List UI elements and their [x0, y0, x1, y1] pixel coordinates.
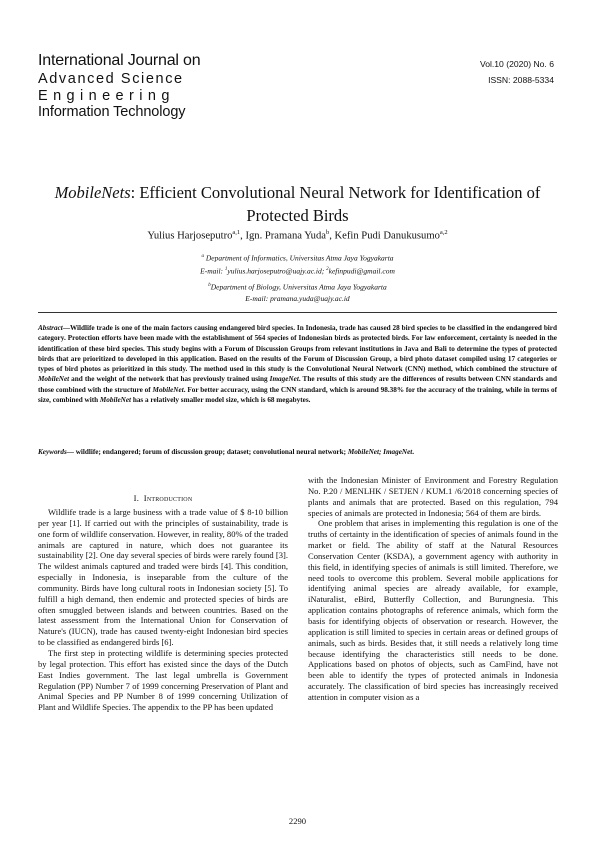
email-address: yulius.harjoseputro@uajy.ac.id;: [227, 266, 327, 276]
journal-logo: [38, 53, 200, 120]
body-column-right: [308, 475, 558, 703]
affiliation-b-name: Department of Biology, Universitas Atma Jaya Yogyakarta: [210, 282, 387, 292]
keywords-label: Keywords: [38, 448, 67, 456]
section-heading: [38, 493, 288, 503]
paper-title-italic: MobileNets: [54, 183, 131, 202]
affiliation-a-dept: [30, 251, 565, 264]
abstract: [38, 323, 557, 405]
affiliation-a-name: Department of Informatics, Universitas Atma Jaya Yogyakarta: [203, 253, 394, 263]
journal-name-line-1: International Journal on: [38, 52, 201, 69]
keywords-terms: MobileNet; ImageNet: [347, 448, 413, 456]
journal-name-line-4: Information Technology: [38, 104, 186, 120]
abstract-dash: —: [62, 324, 70, 332]
abstract-text: has a relatively smaller model size, which is 68 megabytes.: [131, 396, 311, 405]
section-title: Introduction: [143, 493, 193, 503]
affiliation-a: [30, 251, 565, 277]
affiliation-b-email: E-mail: pramana.yuda@uajy.ac.id: [245, 294, 350, 303]
abstract-label: Abstract: [38, 324, 63, 332]
author-affiliation-mark: a,1: [232, 229, 241, 236]
author-affiliation-mark: b: [325, 229, 330, 236]
journal-issn: ISSN: 2088-5334: [488, 75, 554, 85]
abstract-text: Wildlife trade is one of the main factors causing endangered bird species. In Indonesia, trade has caused 28 bird species to be classified in the endangered bird category. Protection efforts have been made with the establishment of 564 species of Indonesian birds as protected birds. For law enforcement, certainty is needed in the identification of these bird species. This study begins with a Forum of Discussion Groups from relevant institutions in Java and Bali to determine the types of protected birds that are prioritized to developed in this application. Based on the results of the Forum of Discussion Group, a bird photo dataset compiled using 17 categories or types of bird photos as prioritized in this study. The method used in this study is the Convolutional Neural Network (CNN) method, which combined the structure of: [38, 324, 557, 374]
affiliation-mark: a: [201, 254, 204, 259]
journal-volume: Vol.10 (2020) No. 6: [479, 59, 554, 69]
email-label: E-mail:: [200, 266, 225, 276]
author-name: Yulius Harjoseputro: [147, 230, 233, 242]
email-address: kefinpudi@gmail.com: [328, 266, 395, 276]
journal-meta: [480, 56, 554, 88]
journal-name-line-3: Engineering: [38, 87, 175, 104]
abstract-term: ImageNet: [269, 375, 299, 384]
affiliation-b-dept: [30, 280, 565, 293]
keywords-text: wildlife; endangered; forum of discussion group; dataset; convolutional neural network;: [75, 448, 348, 456]
abstract-text: . For better accuracy, using the CNN standard, which is around 98.38% for the accuracy of the training, while in terms of size, combined with: [38, 385, 557, 405]
keywords-dash: —: [66, 448, 76, 456]
email-mark: 1: [224, 267, 228, 272]
page-number: 2290: [288, 816, 307, 826]
author-separator: ,: [240, 230, 246, 242]
abstract-term: MobileNet: [38, 375, 70, 384]
paper-title-rest: : Efficient Convolutional Neural Network for Identification of Protected Birds: [130, 183, 541, 225]
abstract-term: MobileNet: [152, 385, 184, 394]
author-affiliation-mark: a,2: [439, 229, 448, 236]
affiliation-a-email: [30, 264, 565, 277]
body-paragraph: Wildlife trade is a large business with a trade value of $ 8-10 billion per year [1]. If carried out with the principles of sustainability, trade is one form of wildlife conservation. However, in reality, 80% of the traded animals are captured in nature, which does not guarantee its sustainability [2]. One day several species of birds were rarely found [3]. The wildest animals captured and traded were birds [4]. This condition, especially in Indonesia, is inseparable from the culture of the community. Birds have long cultural roots in Indonesian society [5]. To fulfill a high demand, then endemic and protected species of birds are often smuggled between islands and between countries. Based on the latest assessment from the International Union for Conservation of Nature's (IUCN), trade has caused twenty-eight Indonesian bird species to be classified as endangered birds [6].: [38, 507, 288, 648]
keywords-end: .: [412, 448, 415, 456]
abstract-text: . The results of this study are the differences of results between CNN standards and those combined with the structure of: [38, 375, 557, 394]
header-divider: [38, 312, 557, 313]
affiliation-mark: b: [208, 283, 211, 288]
email-mark: 2: [326, 267, 329, 272]
body-column-left: [38, 507, 288, 713]
body-paragraph: with the Indonesian Minister of Environment and Forestry Regulation No. P.20 / MENLHK / SETJEN / KUM.1 /6/2018 concerning species of plants and animals that are protected. Based on this regulation, 794 species of animals are protected in Indonesia; 564 of them are birds.: [308, 475, 558, 518]
paper-title: [30, 181, 565, 227]
body-paragraph: One problem that arises in implementing this regulation is one of the truths of certainty in the identification of species of animals found in the market or field. The ability of staff at the Natural Resources Conservation Center (KSDA), a government agency with authority in this field, in identifying species of animals is still limited. Therefore, we need tools to overcome this problem. Several mobile applications for identifying animal species are already available, for example, iNaturalist, eBird, Butterfly Collection, and Burungnesia. This application contains photographs of reference animals, which form the basis for identifying objects of observation or research. However, the application is still limited to species in certain areas or defined groups of animals, such as birds. Besides that, it still needs a relatively long time because identifying the characteristics still needs to be done. Applications based on photos of objects, such as CamFind, have not been able to identify the types of protected animals in Indonesia accurately. The classification of bird species has increasingly received attention in computer vision as a: [308, 518, 558, 702]
author-name: Ign. Pramana Yuda: [245, 230, 326, 242]
author-list: [30, 229, 565, 242]
abstract-term: MobileNet: [99, 396, 132, 405]
body-paragraph: The first step in protecting wildlife is determining species protected by legal protection. This effort has existed since the days of the Dutch East Indies government. The last legal umbrella is Government Regulation (PP) Number 7 of 1999 concerning Preservation of Plant and Animal Species and PP Number 8 of 1999 concerning Utilization of Plant and Wildlife Species. The appendix to the PP has been updated: [38, 647, 288, 713]
abstract-text: and the weight of the network that has previously trained using: [69, 375, 270, 384]
affiliation-b: [30, 280, 565, 305]
section-number: I.: [133, 493, 140, 503]
keywords: [38, 448, 557, 456]
author-separator: ,: [329, 230, 335, 242]
author-name: Kefin Pudi Danukusumo: [334, 230, 440, 242]
journal-name-line-2: Advanced Science: [38, 71, 184, 87]
